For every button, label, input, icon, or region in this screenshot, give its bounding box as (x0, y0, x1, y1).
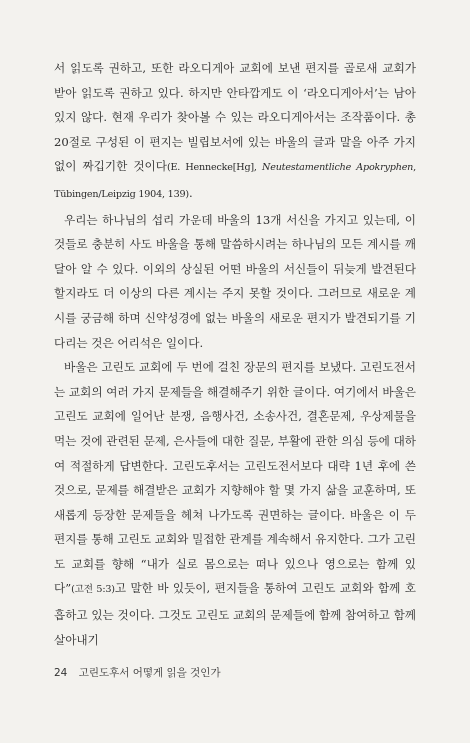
citation-text: Neutestamentliche Apokryphen (262, 162, 414, 174)
paragraph (54, 56, 416, 208)
paragraph (54, 355, 416, 652)
paragraph-text: 우리는 하나님의 섭리 가운데 바울의 13개 서신을 가지고 있는데, 이것들로 충분히 사도 바울을 통해 말씀하시려는 하나님의 모든 계시를 깨달아 알 수 있다. 이외의 상실된 어떤 바울의 서신들이 뒤늦게 발견된다 할지라도 더 이상의 다른 계시는 주지 못할 것이다. 그러므로 새로운 계시를 궁금해 하며 신약성경에 없는 바울의 새로운 편지가 발견되기를 기다리는 것은 어리석은 일이다. (54, 212, 416, 350)
paragraph-text: 바울은 고린도 교회에 두 번에 걸친 장문의 편지를 보냈다. 고린도전서는 교회의 여러 가지 문제들을 해결해주기 위한 글이다. 여기에서 바울은 고린도 교회에 일어난 분쟁, 음행사건, 소송사건, 결혼문제, 우상제물을 먹는 것에 관련된 문제, 은사들에 대한 질문, 부활에 관한 의심 등에 대하여 적절하게 답변한다. 고린도후서는 고린도전서보다 대략 1년 후에 쓴 것으로, 문제를 해결받은 교회가 지향해야 할 몇 가지 삶을 교훈하며, 또 새롭게 등장한 문제들을 헤쳐 나가도록 권면하는 글이다. 바울은 이 두 편지를 통해 고린도 교회와 밀접한 관계를 계속해서 유지한다. 그가 고린도 교회를 향해 “내가 실로 몸으로는 떠나 있으나 영으로는 함께 있다” (54, 360, 416, 596)
paragraph-text: . (188, 185, 193, 200)
page-number: 24 (54, 667, 68, 679)
paragraph-text: 고 말한 바 있듯이, 편지들을 통하여 고린도 교회와 함께 호흡하고 있는 것이다. 그것도 고린도 교회의 문제들에 함께 참여하고 함께 살아내기 (54, 581, 416, 647)
paragraph-text: 서 읽도록 권하고, 또한 라오디게아 교회에 보낸 편지를 골로새 교회가 받아 읽도록 권하고 있다. 하지만 안타깝게도 이 ‘라오디게아서’는 남아있지 않다. 현재 우리가 찾아볼 수 있는 라오디게아서는 조작품이다. 총 20절로 구성된 이 편지는 빌립보서에 있는 바울의 글과 말을 아주 가지 없이 짜깁기한 것이다 (54, 61, 416, 174)
body-text (54, 56, 416, 652)
page-footer (54, 665, 221, 680)
citation-text: (E. Hennecke[Hg], (166, 162, 263, 174)
paragraph (54, 208, 416, 356)
citation-text: , Tübingen/Leipzig 1904, 139) (54, 162, 417, 200)
running-title: 고린도후서 어떻게 읽을 것인가 (78, 667, 221, 679)
citation-text: (고전 5:3) (71, 584, 115, 596)
